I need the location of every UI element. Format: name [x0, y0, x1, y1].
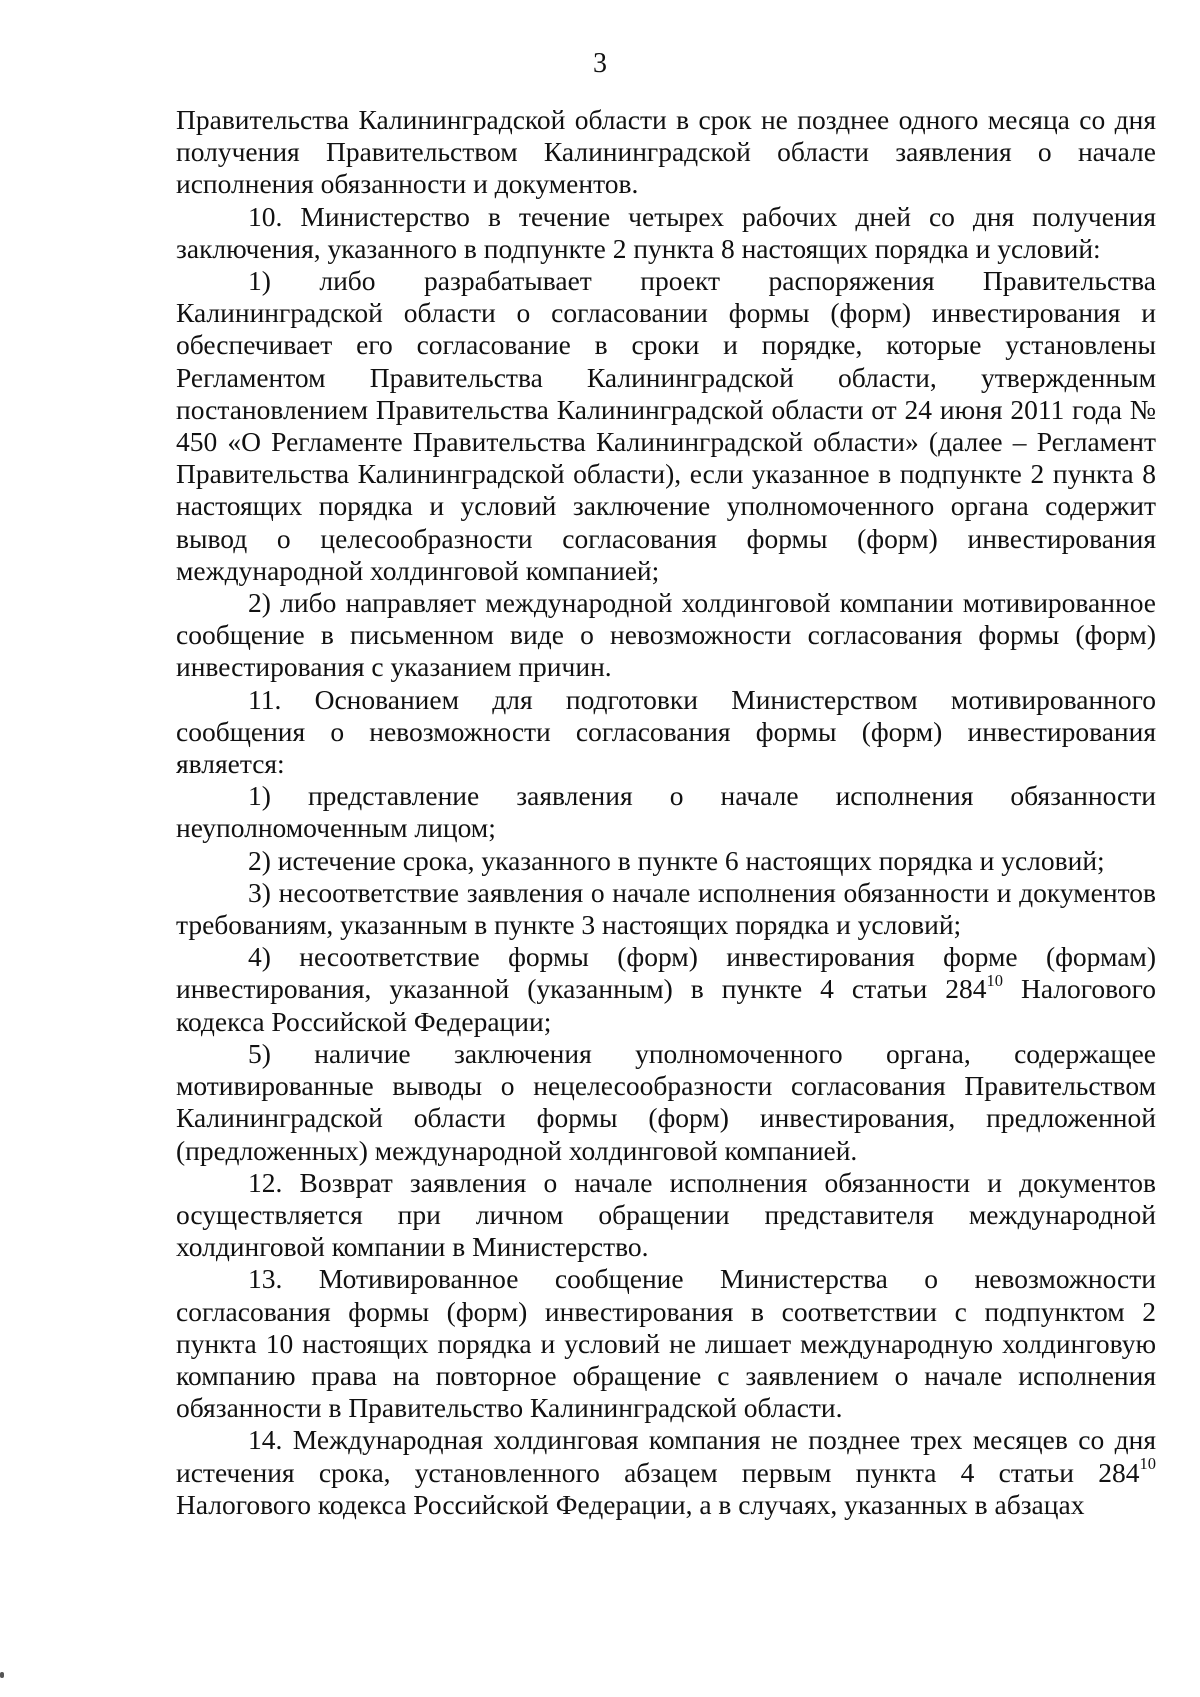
scan-edge-mark: [0, 1672, 4, 1678]
text-segment: 14. Международная холдинговая компания не позднее трех месяцев со дня истечения срока, установленного абзацем первым пункта 4 статьи 284: [176, 1424, 1156, 1488]
text-segment: 1) представление заявления о начале исполнения обязанности неуполномоченным лицом;: [176, 780, 1156, 844]
paragraph: [176, 877, 1156, 941]
paragraph: [176, 845, 1156, 877]
text-segment: 12. Возврат заявления о начале исполнения обязанности и документов осуществляется при личном обращении представителя международной холдинговой компании в Министерство.: [176, 1166, 1156, 1263]
page-number: 3: [593, 48, 607, 79]
text-segment: Правительства Калининградской области в срок не позднее одного месяца со дня получения Правительством Калининградской области заявления о начале исполнения обязанности и документов.: [176, 104, 1156, 200]
paragraph: [176, 1424, 1156, 1521]
document-body: [176, 104, 1156, 1521]
text-segment: 10. Министерство в течение четырех рабочих дней со дня получения заключения, указанного в подпункте 2 пункта 8 настоящих порядка и условий:: [176, 200, 1156, 264]
text-segment: 2) либо направляет международной холдинговой компании мотивированное сообщение в письменном виде о невозможности согласования формы (форм) инвестирования с указанием причин.: [176, 587, 1156, 683]
superscript: 10: [1139, 1453, 1156, 1473]
paragraph: [176, 684, 1156, 781]
paragraph: [176, 1167, 1156, 1264]
text-segment: 1) либо разрабатывает проект распоряжения Правительства Калининградской области о согласовании формы (форм) инвестирования и обеспечивает его согласование в сроки и порядке, которые установлены Регламентом Правительства Калининградской области, утвержденным постановлением Правительства Калининградской области от 24 июня 2011 года № 450 «О Регламенте Правительства Калининградской области» (далее – Регламент Правительства Калининградской области), если указанное в подпункте 2 пункта 8 настоящих порядка и условий заключение уполномоченного органа содержит вывод о целесообразности согласования формы (форм) инвестирования международной холдинговой компанией;: [176, 265, 1156, 586]
paragraph: [176, 104, 1156, 201]
paragraph: [176, 201, 1156, 265]
text-segment: 2) истечение срока, указанного в пункте 6 настоящих порядка и условий;: [248, 844, 1105, 876]
paragraph: [176, 780, 1156, 844]
paragraph: [176, 941, 1156, 1038]
text-segment: Налогового кодекса Российской Федерации, а в случаях, указанных в абзацах: [176, 1488, 1085, 1520]
superscript: 10: [986, 970, 1003, 990]
paragraph: [176, 1263, 1156, 1424]
paragraph: [176, 265, 1156, 587]
text-segment: 11. Основанием для подготовки Министерством мотивированного сообщения о невозможности согласования формы (форм) инвестирования является:: [176, 683, 1156, 780]
text-segment: 3) несоответствие заявления о начале исполнения обязанности и документов требованиям, указанным в пункте 3 настоящих порядка и условий;: [176, 876, 1156, 941]
text-segment: 4) несоответствие формы (форм) инвестирования форме (формам) инвестирования, указанной (указанным) в пункте 4 статьи 284: [176, 941, 1156, 1005]
paragraph: [176, 587, 1156, 684]
text-segment: 13. Мотивированное сообщение Министерства о невозможности согласования формы (форм) инвестирования в соответствии с подпунктом 2 пункта 10 настоящих порядка и условий не лишает международную холдинговую компанию права на повторное обращение с заявлением о начале исполнения обязанности в Правительство Калининградской области.: [176, 1263, 1156, 1424]
text-segment: Налогового кодекса Российской Федерации;: [176, 973, 1156, 1037]
text-segment: 5) наличие заключения уполномоченного органа, содержащее мотивированные выводы о нецелесообразности согласования Правительством Калининградской области формы (форм) инвестирования, предложенной (предложенных) международной холдинговой компанией.: [176, 1037, 1156, 1166]
paragraph: [176, 1038, 1156, 1167]
